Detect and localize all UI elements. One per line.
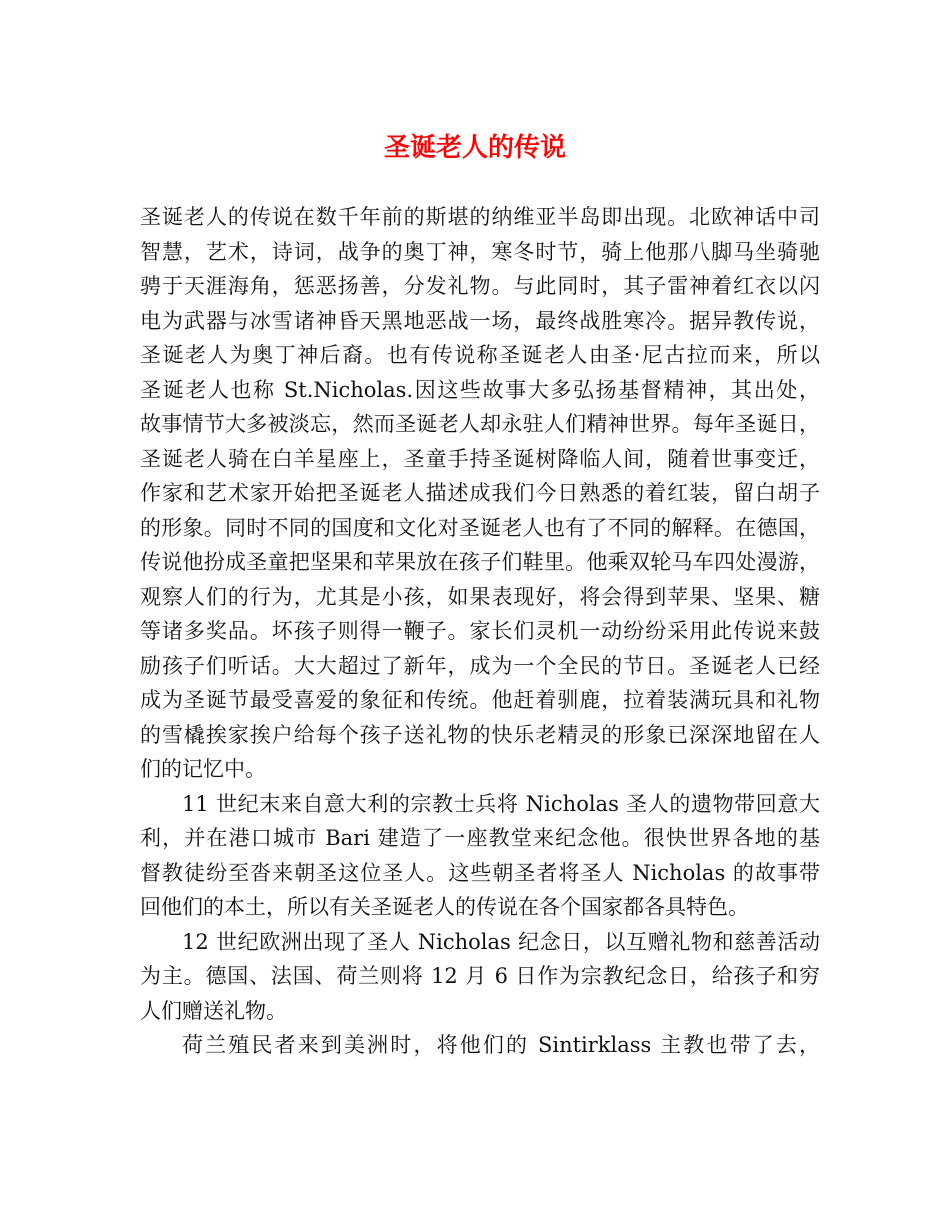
body-line: 传说他扮成圣童把坚果和苹果放在孩子们鞋里。他乘双轮马车四处漫游， [140,550,820,574]
body-line: 圣诞老人为奥丁神后裔。也有传说称圣诞老人由圣·尼古拉而来，所以 [140,343,820,367]
body-line: 等诸多奖品。坏孩子则得一鞭子。家长们灵机一动纷纷采用此传说来鼓 [140,619,820,643]
body-line: 们的记忆中。 [140,757,266,781]
body-line: 圣诞老人骑在白羊星座上，圣童手持圣诞树降临人间，随着世事变迁， [140,446,820,471]
body-line: 故事情节大多被淡忘，然而圣诞老人却永驻人们精神世界。每年圣诞日， [140,412,820,436]
body-line: 电为武器与冰雪诸神昏天黑地恶战一场，最终战胜寒冷。据异教传说， [140,308,820,333]
body-line: 励孩子们听话。大大超过了新年，成为一个全民的节日。圣诞老人已经 [140,653,820,678]
body-line: 利，并在港口城市 Bari 建造了一座教堂来纪念他。很快世界各地的基 [140,826,820,850]
body-line: 12 世纪欧洲出现了圣人 Nicholas 纪念日，以互赠礼物和慈善活动 [182,929,820,954]
body-line: 智慧，艺术，诗词，战争的奥丁神，寒冬时节，骑上他那八脚马坐骑驰 [140,239,820,264]
body-line: 圣诞老人也称 St.Nicholas.因这些故事大多弘扬基督精神，其出处， [140,377,820,402]
body-line: 成为圣诞节最受喜爱的象征和传统。他赶着驯鹿，拉着装满玩具和礼物 [140,688,820,712]
body-line: 的形象。同时不同的国度和文化对圣诞老人也有了不同的解释。在德国， [140,515,820,540]
document-title: 圣诞老人的传说 [383,133,566,163]
body-line: 督教徒纷至沓来朝圣这位圣人。这些朝圣者将圣人 Nicholas 的故事带 [140,860,820,885]
body-line: 的雪橇挨家挨户给每个孩子送礼物的快乐老精灵的形象已深深地留在人 [140,722,820,747]
body-line: 骋于天涯海角，惩恶扬善，分发礼物。与此同时，其子雷神着红衣以闪 [140,274,820,298]
body-line: 作家和艺术家开始把圣诞老人描述成我们今日熟悉的着红装，留白胡子 [140,481,820,505]
body-line: 人们赠送礼物。 [140,998,287,1023]
body-line: 11 世纪末来自意大利的宗教士兵将 Nicholas 圣人的遗物带回意大 [182,791,820,816]
body-line: 荷兰殖民者来到美洲时，将他们的 Sintirklass 主教也带了去， [182,1033,820,1057]
document-body [140,200,820,1063]
body-line: 观察人们的行为，尤其是小孩，如果表现好，将会得到苹果、坚果、糖 [140,584,820,609]
body-line: 为主。德国、法国、荷兰则将 12 月 6 日作为宗教纪念日，给孩子和穷 [140,964,820,988]
body-line: 回他们的本土，所以有关圣诞老人的传说在各个国家都各具特色。 [140,895,749,919]
body-line: 圣诞老人的传说在数千年前的斯堪的纳维亚半岛即出现。北欧神话中司 [140,205,820,229]
